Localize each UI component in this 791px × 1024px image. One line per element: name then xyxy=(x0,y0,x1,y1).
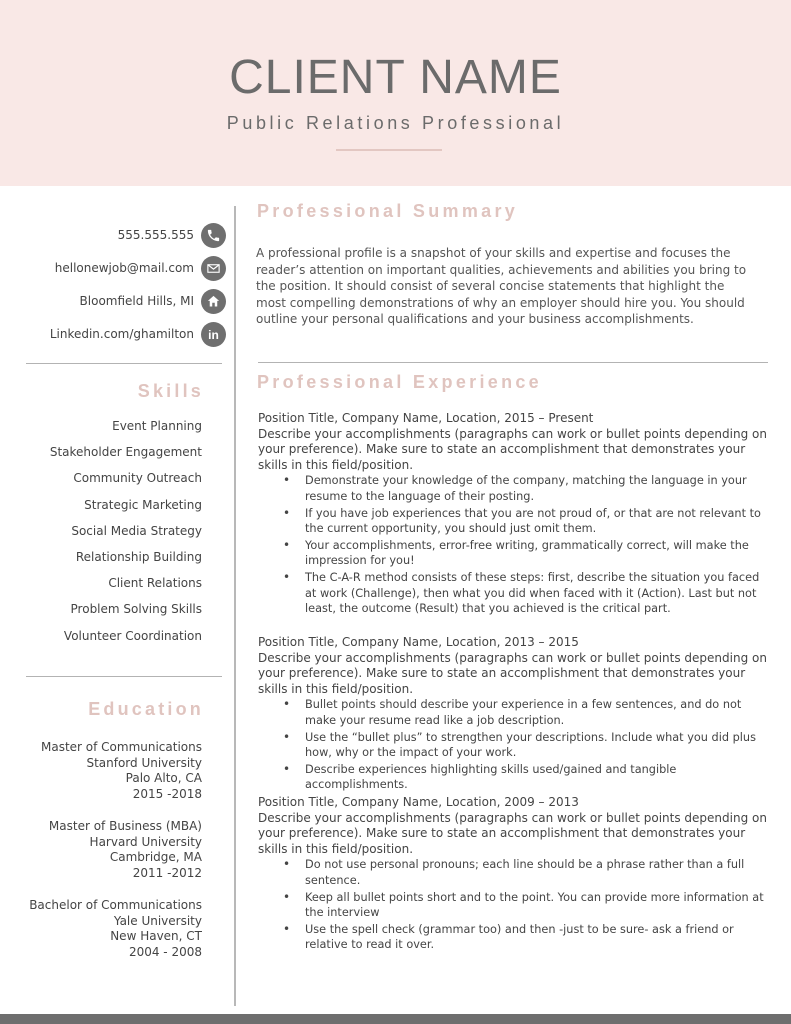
contact-phone-text: 555.555.555 xyxy=(117,228,194,242)
skill-item: Problem Solving Skills xyxy=(70,602,202,617)
skill-item: Volunteer Coordination xyxy=(63,628,202,643)
skill-item: Community Outreach xyxy=(73,471,202,486)
skill-item: Relationship Building xyxy=(75,549,202,564)
job-bullet: • Bullet points should describe your experience in a few sentences, and do not make your resume read like a job description. xyxy=(305,697,773,728)
main-divider xyxy=(258,362,768,363)
contact-email xyxy=(20,256,226,282)
header-band xyxy=(0,0,791,186)
education-location: Cambridge, MA xyxy=(109,850,202,864)
client-title: Public Relations Professional xyxy=(226,113,565,133)
job-bullet: • Demonstrate your knowledge of the company, matching the language in your resume to the language of their posting. xyxy=(305,473,773,504)
education-degree: Master of Communications xyxy=(40,740,202,754)
education-degree: Bachelor of Communications xyxy=(29,898,202,912)
education-location: Palo Alto, CA xyxy=(125,771,202,785)
education-entry xyxy=(24,819,202,881)
skills-list xyxy=(24,417,202,653)
job-bullets xyxy=(258,473,773,616)
job-entry xyxy=(258,635,773,794)
header-divider xyxy=(336,149,442,151)
education-years: 2015 -2018 xyxy=(132,786,202,801)
summary-text: A professional profile is a snapshot of your skills and expertise and focuses the reader’s attention on important qualities, achievements and abilities you bring to the position. It should consist of several concise statements that highlight the most compelling demonstrations of why an employer should hire you. You should outline your personal qualifications and your business accomplishments. xyxy=(256,246,747,326)
job-bullet: • Your accomplishments, error-free writing, grammatically correct, will make the impression for you! xyxy=(305,538,773,569)
job-bullet: • Do not use personal pronouns; each line should be a phrase rather than a full sentence. xyxy=(305,857,773,888)
job-entry xyxy=(258,795,773,954)
education-school: Yale University xyxy=(113,913,202,928)
sidebar-divider-2 xyxy=(26,676,222,677)
education-degree: Master of Business (MBA) xyxy=(48,819,202,833)
job-bullet: • Keep all bullet points short and to the point. You can provide more information at the interview xyxy=(305,890,773,921)
job-description: Describe your accomplishments (paragraphs can work or bullet points depending on your preference). Make sure to state an accomplishment that demonstrates your skills in this field/position. xyxy=(258,426,767,472)
contact-phone xyxy=(20,223,226,249)
experience-heading: Professional Experience xyxy=(257,372,542,392)
column-divider xyxy=(234,206,236,1006)
home-icon xyxy=(201,289,226,314)
client-name: CLIENT NAME xyxy=(229,51,562,104)
contact-email-text: hellonewjob@mail.com xyxy=(54,261,194,275)
job-description: Describe your accomplishments (paragraphs can work or bullet points depending on your preference). Make sure to state an accomplishment that demonstrates your skills in this field/position. xyxy=(258,810,767,856)
job-bullet: • Use the spell check (grammar too) and then -just to be sure- ask a friend or relative to read it over. xyxy=(305,922,773,953)
education-entry xyxy=(24,740,202,802)
contact-location-text: Bloomfield Hills, MI xyxy=(79,294,194,308)
skill-item: Stakeholder Engagement xyxy=(49,445,202,460)
footer-bar xyxy=(0,1014,791,1024)
skill-item: Strategic Marketing xyxy=(84,497,202,512)
skill-item: Event Planning xyxy=(112,419,202,433)
skills-heading: Skills xyxy=(137,381,204,401)
contact-location xyxy=(20,289,226,315)
job-bullet: • If you have job experiences that you are not proud of, or that are not relevant to the current opportunity, you should just omit them. xyxy=(305,506,773,537)
contact-linkedin-text: Linkedin.com/ghamilton xyxy=(49,327,194,341)
job-entry xyxy=(258,411,773,618)
skill-item: Social Media Strategy xyxy=(71,523,202,538)
job-bullet: • Describe experiences highlighting skills used/gained and tangible accomplishments. xyxy=(305,762,773,793)
education-years: 2004 - 2008 xyxy=(128,944,202,959)
mail-icon xyxy=(201,256,226,281)
summary-heading: Professional Summary xyxy=(257,201,519,221)
job-title: Position Title, Company Name, Location, 2015 – Present xyxy=(258,411,594,425)
job-bullets xyxy=(258,697,773,793)
phone-icon xyxy=(201,223,226,248)
education-heading: Education xyxy=(88,699,204,719)
education-years: 2011 -2012 xyxy=(132,865,202,880)
sidebar-divider-1 xyxy=(26,363,222,364)
linkedin-icon: in xyxy=(201,322,226,347)
education-entry xyxy=(24,898,202,960)
education-location: New Haven, CT xyxy=(110,929,202,943)
job-bullet: • The C-A-R method consists of these steps: first, describe the situation you faced at work (Challenge), then what you did when faced with it (Action). Last but not least, the outcome (Result) that you achieved is the critical part. xyxy=(305,570,773,617)
skill-item: Client Relations xyxy=(108,576,202,591)
job-title: Position Title, Company Name, Location, 2013 – 2015 xyxy=(258,635,579,649)
education-school: Harvard University xyxy=(89,834,202,849)
contact-linkedin xyxy=(20,322,226,348)
job-bullet: • Use the “bullet plus” to strengthen your descriptions. Include what you did plus how, why or the impact of your work. xyxy=(305,730,773,761)
job-description: Describe your accomplishments (paragraphs can work or bullet points depending on your preference). Make sure to state an accomplishment that demonstrates your skills in this field/position. xyxy=(258,650,767,696)
job-title: Position Title, Company Name, Location, 2009 – 2013 xyxy=(258,795,579,809)
education-school: Stanford University xyxy=(86,755,202,770)
job-bullets xyxy=(258,857,773,953)
